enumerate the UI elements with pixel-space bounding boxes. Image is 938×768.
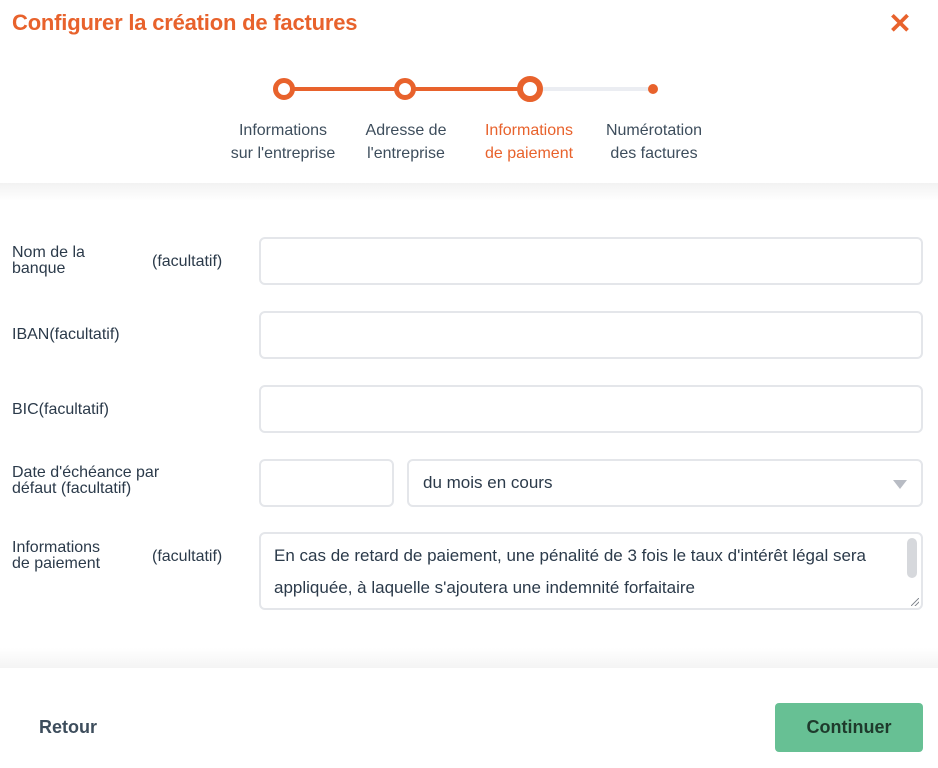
- step-1-marker[interactable]: [273, 78, 295, 100]
- payment-info-textarea[interactable]: [259, 532, 923, 610]
- textarea-scrollbar[interactable]: [907, 538, 917, 578]
- close-icon[interactable]: ✕: [888, 8, 912, 39]
- iban-label: IBAN(facultatif): [12, 326, 120, 343]
- footer-divider: [0, 648, 938, 668]
- back-button[interactable]: Retour: [39, 717, 97, 737]
- payment-info-label: Informations de paiement: [12, 539, 101, 572]
- bank-name-input[interactable]: [259, 237, 923, 285]
- step-3-label[interactable]: Informations de paiement: [484, 122, 574, 162]
- bic-input[interactable]: [259, 385, 923, 433]
- step-3-marker-current[interactable]: [517, 76, 543, 102]
- payment-info-text: En cas de retard de paiement, une pénalité de 3 fois le taux d'intérêt légal sera appliquée, à laquelle s'ajoutera une indemnité forfaitaire: [274, 546, 867, 597]
- due-date-select-value: du mois en cours: [423, 473, 553, 492]
- continue-button[interactable]: Continuer: [775, 703, 923, 752]
- step-2-marker[interactable]: [394, 78, 416, 100]
- step-2-label[interactable]: Adresse de l'entreprise: [365, 122, 447, 162]
- due-date-label: Date d'échéance par défaut (facultatif): [12, 464, 160, 497]
- due-date-days-input[interactable]: [259, 459, 394, 507]
- step-1-label[interactable]: Informations sur l'entreprise: [230, 122, 336, 162]
- chevron-down-icon: [893, 480, 907, 489]
- due-date-select[interactable]: [407, 459, 923, 507]
- bank-name-label: Nom de la banque: [12, 244, 85, 277]
- step-4-label[interactable]: Numérotation des factures: [605, 122, 703, 162]
- resize-handle-icon[interactable]: [911, 598, 919, 606]
- bic-label: BIC(facultatif): [12, 401, 109, 418]
- bank-name-optional-hint: (facultatif): [152, 253, 223, 270]
- stepper-track-remaining: [530, 87, 654, 91]
- header-divider: [0, 183, 938, 201]
- step-4-marker[interactable]: [648, 84, 658, 94]
- dialog-title: Configurer la création de factures: [12, 10, 358, 35]
- payment-info-optional-hint: (facultatif): [152, 548, 223, 565]
- iban-input[interactable]: [259, 311, 923, 359]
